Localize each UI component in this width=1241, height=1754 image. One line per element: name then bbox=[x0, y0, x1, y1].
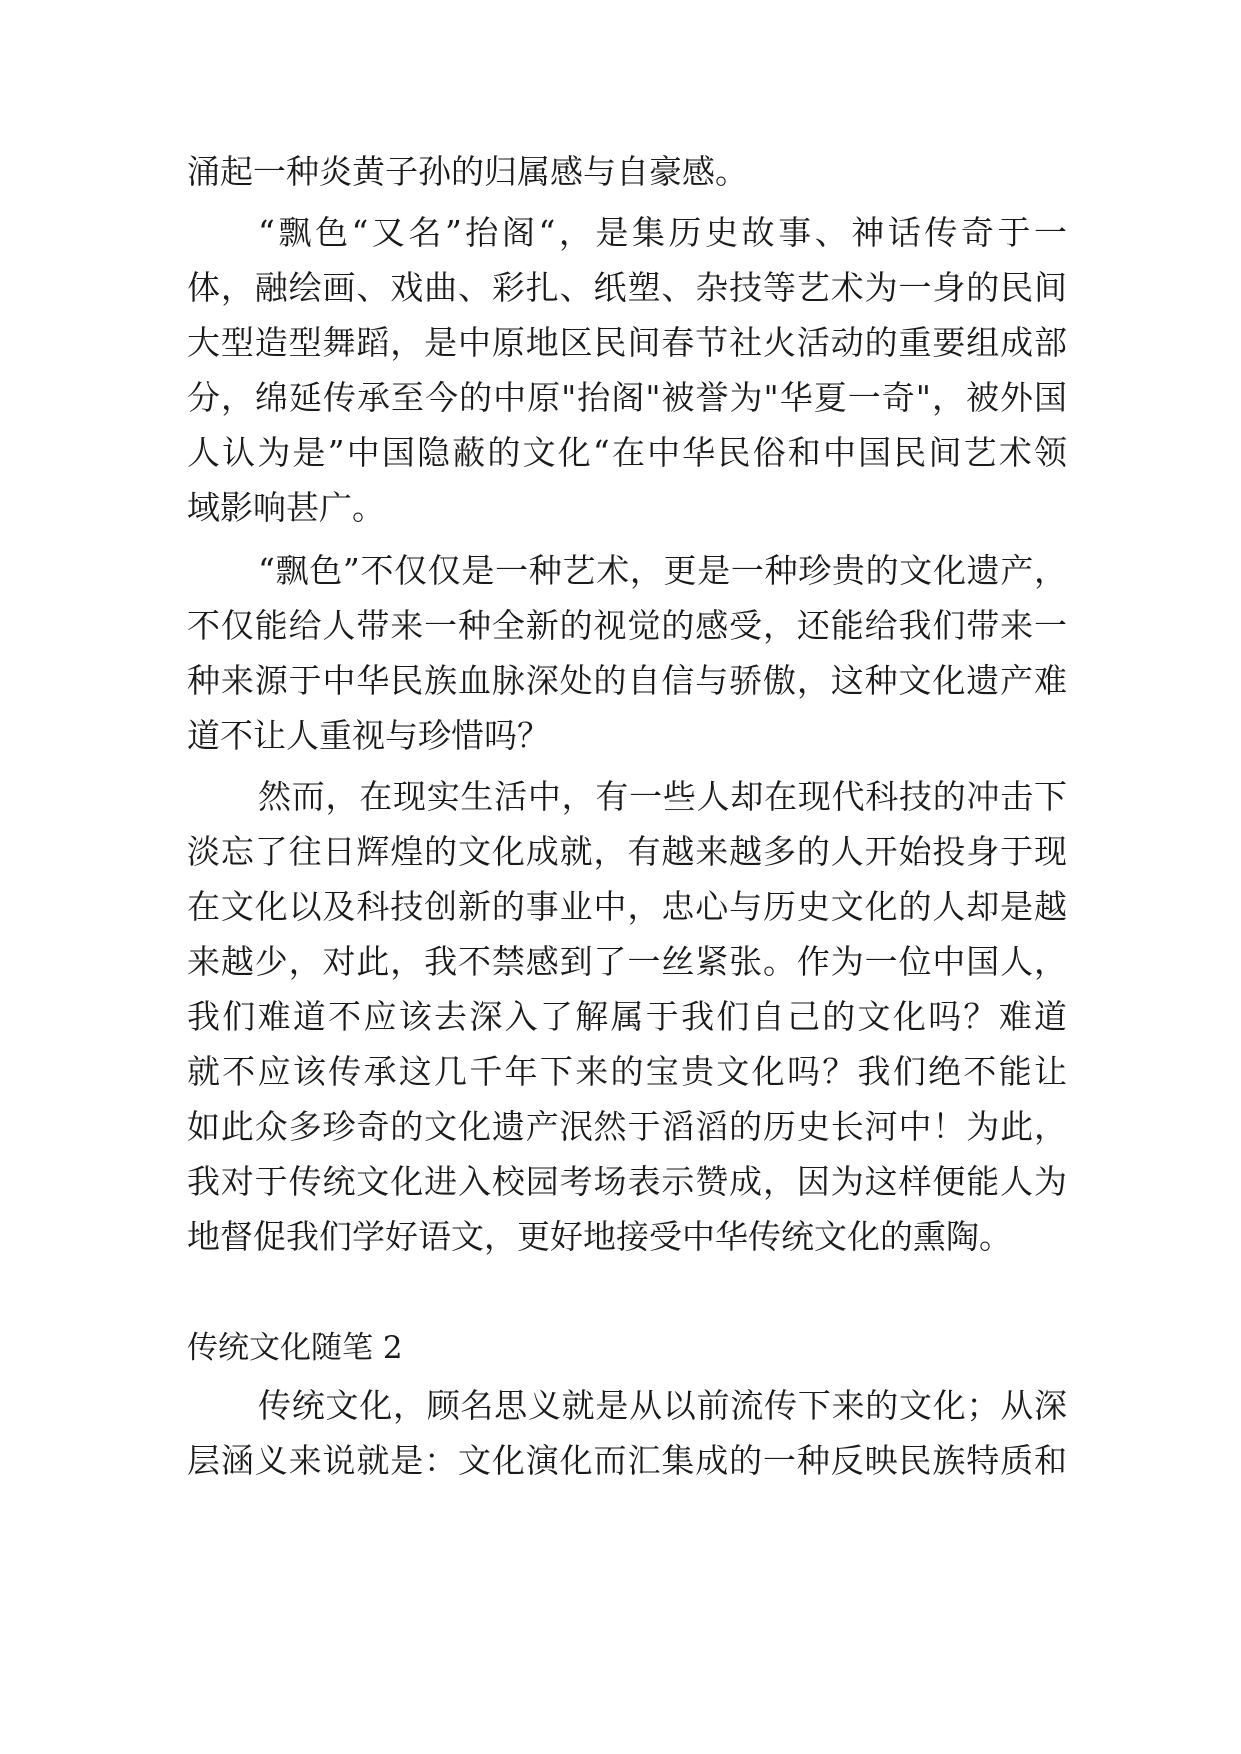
text-line: 大型造型舞蹈，是中原地区民间春节社火活动的重要组成部 bbox=[187, 323, 1067, 362]
paragraph-first-line: 然而，在现实生活中，有一些人却在现代科技的冲击下 bbox=[258, 777, 1067, 816]
text-line: 在文化以及科技创新的事业中，忠心与历史文化的人却是越 bbox=[187, 887, 1067, 926]
text-line: 来越少，对此，我不禁感到了一丝紧张。作为一位中国人， bbox=[187, 942, 1067, 981]
text-line: 淡忘了往日辉煌的文化成就，有越来越多的人开始投身于现 bbox=[187, 832, 1067, 871]
text-line: 道不让人重视与珍惜吗？ bbox=[187, 716, 550, 755]
text-line: 体，融绘画、戏曲、彩扎、纸塑、杂技等艺术为一身的民间 bbox=[187, 268, 1067, 307]
text-line: 就不应该传承这几千年下来的宝贵文化吗？我们绝不能让 bbox=[187, 1052, 1067, 1091]
text-line: 种来源于中华民族血脉深处的自信与骄傲，这种文化遗产难 bbox=[187, 661, 1067, 700]
text-line: 我们难道不应该去深入了解属于我们自己的文化吗？难道 bbox=[187, 997, 1067, 1036]
text-line: 涌起一种炎黄子孙的归属感与自豪感。 bbox=[187, 152, 748, 191]
text-line: 我对于传统文化进入校园考场表示赞成，因为这样便能人为 bbox=[187, 1162, 1067, 1201]
section-heading: 传统文化随笔 2 bbox=[187, 1330, 403, 1366]
text-line: 如此众多珍奇的文化遗产泯然于滔滔的历史长河中！为此， bbox=[187, 1107, 1067, 1146]
paragraph-first-line: 传统文化，顾名思义就是从以前流传下来的文化；从深 bbox=[258, 1386, 1067, 1425]
text-line: 地督促我们学好语文，更好地接受中华传统文化的熏陶。 bbox=[187, 1217, 1012, 1256]
text-line: 层涵义来说就是：文化演化而汇集成的一种反映民族特质和 bbox=[187, 1441, 1067, 1480]
text-line: 分，绵延传承至今的中原"抬阁"被誉为"华夏一奇"，被外国 bbox=[187, 378, 1067, 417]
text-line: 域影响甚广。 bbox=[187, 488, 385, 527]
text-line: 不仅能给人带来一种全新的视觉的感受，还能给我们带来一 bbox=[187, 606, 1067, 645]
text-line: 人认为是”中国隐蔽的文化“在中华民俗和中国民间艺术领 bbox=[187, 433, 1067, 472]
paragraph-first-line: “飘色“又名”抬阁“，是集历史故事、神话传奇于一 bbox=[258, 213, 1067, 252]
paragraph-first-line: “飘色”不仅仅是一种艺术，更是一种珍贵的文化遗产， bbox=[258, 551, 1067, 590]
